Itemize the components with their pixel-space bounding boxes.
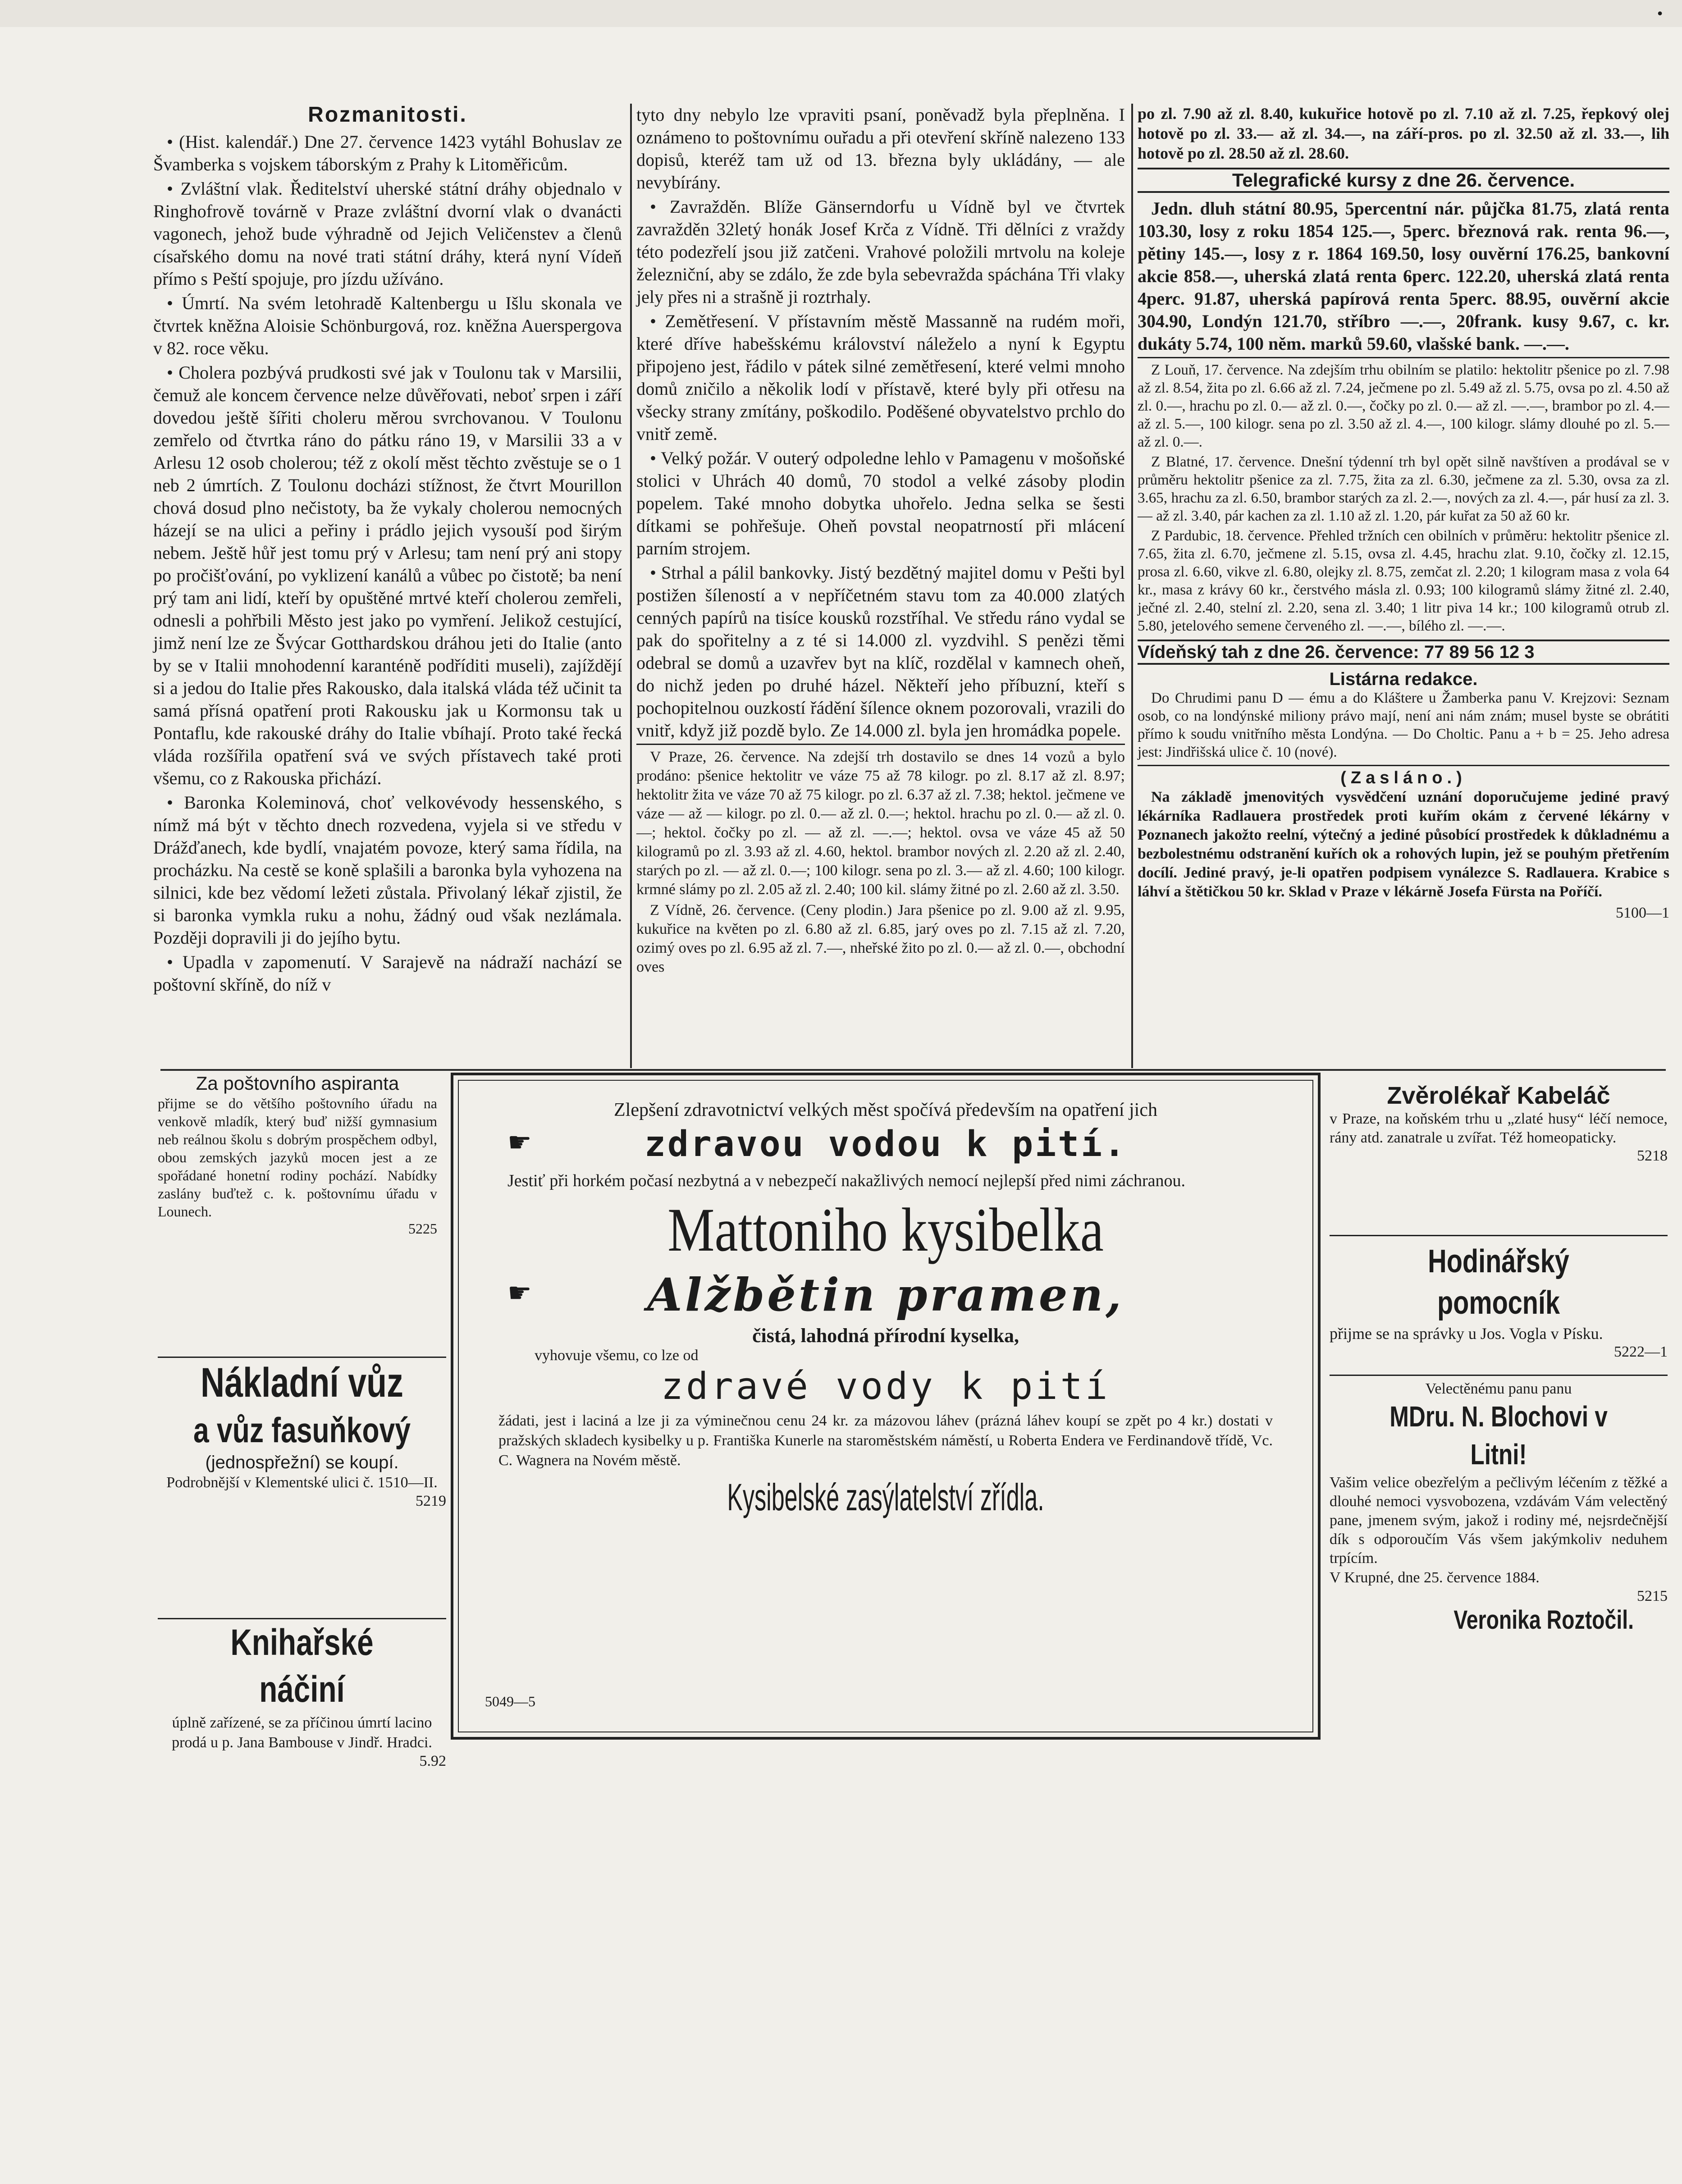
ad-mattoni (451, 1073, 1321, 1740)
page-top-edge (0, 0, 1682, 27)
ad-mattoni-desc2: vyhovuje všemu, co lze od (535, 1347, 699, 1364)
ad-mattoni-brand: Mattoniho kysibelka (667, 1195, 1104, 1264)
ad-hod-body: přijme se na správky u Jos. Vogla v Písku. (1330, 1325, 1603, 1343)
news-item: • Zavražděn. Blíže Gänserndorfu u Vídně byl ve čtvrtek zavražděn 32letý honák Josef Krča z Vídně. Tři dělníci z vraždy této podezřelí jsou již zatčeni. Vrahové položili mrtvolu na koleje železniční, aby se zdálo, že zde byla sebevražda spáchána Tři vlaky jely přes ni a strašně ji roztrhaly. (636, 196, 1125, 307)
telegraph-heading: Telegrafické kursy z dne 26. července. (1138, 168, 1669, 193)
market-report: Z Vídně, 26. července. (Ceny plodin.) Jara pšenice po zl. 9.00 až zl. 9.95, kukuřice na květen po zl. 6.80 až zl. 6.85, jarý oves po zl. 7.15 až zl. 7.20, ozimý oves po zl. 6.95 až zl. 7.—, nheřské žito po zl. 0.— až zl. 0.—, obchodní oves (636, 902, 1125, 975)
zaslano-body: Na základě jmenovitých vysvědčení uznání doporučujeme jediné pravý lékárníka Radlauera prostředek proti kuřím okám z červené lékárny v Poznanech jakožto reelní, výtečný a jediné působící prostředek k důkladnému a bezbolestnému odstranění kuřích ok a rohových lupin, jež se pouhým přetřením docílí. Jediné pravý, je-li opatřen podpisem vynálezce S. Radlauera. Krabice s láhví a štětičkou 50 kr. Sklad v Praze v lékárně Josefa Fürsta na Poříčí. (1138, 789, 1669, 900)
news-item: • Úmrtí. Na svém letohradě Kaltenbergu u Išlu skonala ve čtvrtek kněžna Aloisie Schönburgová, roz. kněžna Auerspergova v 82. roce věku. (153, 293, 622, 358)
ad-mattoni-intro: Zlepšení zdravotnictví velkých měst spočívá především na opatření jich (614, 1100, 1157, 1120)
pointing-hand-icon: ☛ (507, 1128, 532, 1157)
ad-hod-heading: Hodinářský pomocník (1428, 1243, 1569, 1321)
ad-vet-ref: 5218 (1637, 1147, 1668, 1164)
ad-aspirant-ref: 5225 (408, 1220, 437, 1237)
ad-aspirant-body: přijme se do většího poštovního úřadu na venkově mladík, který buď nižší gymnasium neb reálnou školu s dobrým prospěchem odbyl, obou zemských jazyků mocen jest a ze spořádané honetní rodiny pochází. Nabídky zaslány buďtež c. k. poštovnímu úřadu v Lounech. (158, 1095, 437, 1220)
news-item: • (Hist. kalendář.) Dne 27. července 1423 vytáhl Bohuslav ze Švamberka s vojskem táborským z Prahy k Litoměřicům. (153, 132, 622, 174)
page-mark: • (1656, 6, 1664, 22)
ad-aspirant (158, 1073, 437, 1237)
ad-thanks-heading: MDru. N. Blochovi v Litni! (1389, 1400, 1608, 1471)
zaslano-ref: 5100—1 (1616, 905, 1669, 921)
listarna-heading: Listárna redakce. (1329, 669, 1478, 689)
ad-thanks-body: Vašim velice obezřelým a pečlivým léčením z těžké a dlouhé nemoci vysvobozena, vzdávám Vám velectěný pane, jmenem svým, jakož i rodiny mé, nejsrdečnější dík s odporoučím Vás všem jakýmkoliv neduhem trpícím. (1330, 1474, 1668, 1567)
ad-knihar-heading: Knihařské náčiní (230, 1622, 374, 1710)
ad-thanks-place: V Krupné, dne 25. července 1884. (1330, 1569, 1540, 1586)
ad-vuz-line2: a vůz fasuňkový (193, 1410, 411, 1450)
news-item: • Baronka Koleminová, choť velkovévody hessenského, s nímž má být v těchto dnech rozvedena, vyjela si ve středu v Drážďanech, kde bydlí, vnajatém povoze, který sama řídila, na procházku. Na cestě se koně splašili a baronka byla vyhozena na silnici, kde bez vědomí ležeti zůstala. Přivolaný lékař zjistil, že si baronka vymkla ruku a nohu, žádný oud však nezlámala. Později dopravili ji do jejího bytu. (153, 792, 622, 948)
news-item: • Upadla v zapomenutí. V Sarajevě na nádraží nachází se poštovní skříně, do níž v (153, 952, 622, 995)
ad-knihar-body: úplně zařízené, se za příčinou úmrtí lacino prodá u p. Jana Bambouse v Jindř. Hradci. (172, 1714, 432, 1751)
ad-mattoni-desc1: čistá, lahodná přírodní kyselka, (752, 1325, 1019, 1347)
ad-mattoni-water: zdravou vodou k pití. (644, 1124, 1127, 1165)
news-item: • Zvláštní vlak. Ředitelství uherské státní dráhy objednalo v Ringhofrově továrně v Praze zvláštní dvorní vlak o dvanácti vagonech, jehož bude výhradně od Jejich Veličenstev a členů císařského domu na nové trati státní dráhy, která nyní Vídeň přímo s Peští spojuje, pro jízdu užíváno. (153, 178, 622, 289)
ad-knihar (158, 1618, 446, 1770)
column-rule-2 (1131, 104, 1133, 1068)
listarna-body: Do Chrudimi panu D — ému a do Kláštere u Žamberka panu V. Krejzovi: Seznam osob, co na londýnské miliony právo mají, není ani nám znám; musel byste se obrátiti přímo k soudu vnitřního města Londýna. — Do Choltic. Panu a + b = 25. Jeho adresa jest: Jindřišská ulice č. 10 (nové). (1138, 690, 1669, 760)
news-item: • Zemětřesení. V přístavním městě Massanně na rudém moři, které dříve habešskému království náleželo a nyní k Egyptu připojeno jest, řádilo v pátek silné zemětřesení, které velmi mnoho domů zničilo a několik lodí v přístavě, které byly při otřesu na všecky strany zmítány, poškodilo. Poděšené obyvatelstvo prchlo do vnitř země. (636, 311, 1125, 444)
ad-thanks-signature: Veronika Roztočil. (1453, 1605, 1634, 1635)
ad-mattoni-sub: Jestiť při horkém počasí nezbytná a v nebezpečí nakažlivých nemocí nejlepší před nimi záchranou. (507, 1171, 1186, 1190)
ad-hodinar (1330, 1235, 1668, 1361)
ad-nakladni-vuz (158, 1357, 446, 1510)
market-report: Z Louň, 17. července. Na zdejším trhu obilním se platilo: hektolitr pšenice po zl. 7.98 až zl. 8.54, žita po zl. 6.66 až zl. 7.24, ječmene po zl. 5.49 až zl. 5.75, ovsa po zl. 4.50 až zl. 0.—, hrachu po zl. 0.— až zl. 0.—, čočky po zl. 0.— až zl. —.—, brambor po zl. 4.— až zl. 5.—, 100 kilogr. sena po zl. 3.50 až zl. 4.—, 100 kilogr. slámy dlouhé po zl. 5.— až zl. 0.—. (1138, 357, 1669, 451)
ad-mattoni-spring-row (480, 1268, 1291, 1321)
column-rule-1 (630, 104, 632, 1068)
ad-mattoni-spring: Alžbětin pramen, (647, 1268, 1124, 1321)
ad-vuz-body: Podrobnější v Klementské ulici č. 1510—II. (166, 1474, 438, 1491)
ad-vuz-ref: 5219 (416, 1493, 446, 1509)
news-item: • Cholera pozbývá prudkosti své jak v Toulonu tak v Marsilii, čemuž ale koncem července nelze důvěřovati, neboť srpen i září dovedou ještě šířiti choleru měrou svrchovanou. V Toulonu zemřelo od čtvrtka ráno do pátku ráno 19, v Marsilii 33 a v Arlesu 12 osob cholerou; též z okolí měst těchto zvěstuje se o 1 neb 2 úmrtích. Z Toulonu docházi stížnost, že čtvrt Mourillon chová dosud plno nečistoty, ba že vykaly cholerou nemocných házejí se na ulici a peřiny i prádlo jejich vysouší pod širým nebem. Ještě hůř jest tomu prý v Arlesu; tam není prý ani stopy po pročišťování, po vyklizení kanálů a vůbec po čistotě; ba není prý tam ani lidí, kteří by opuštěné mrtvé kteří cholerou zemřeli, odnesli a pohřbili Město jest jako po vymření. Jelikož cestující, jimž není lze ze Švýcar Gotthardskou dráhou jeti do Italie (anto by se v Italii mnohodenní karanténě podříditi museli), zajíždějí si a jedou do Italie přes Rakousko, dala italská vláda též učinit ta samá přísná opatření proti Rakousku jak u Kormonsu tak u Pontaflu, kde rakouské dráhy do Italie vbíhají. Proto také řecká vláda rozšířila opatření svá ve svých přístavech také proti všemu, co z Rakouska přichází. (153, 362, 622, 788)
ad-mattoni-drink: zdravé vody k pití (661, 1365, 1111, 1408)
market-report: Z Pardubic, 18. července. Přehled tržních cen obilních v průměru: hektolitr pšenice zl. 7.65, žita zl. 6.70, ječmene zl. 5.15, ovsa zl. 4.45, hrachu zlat. 9.10, čočky zl. 12.15, prosa zl. 6.60, vikve zl. 6.80, olejky zl. 8.75, zemčat zl. 2.20; 1 kilogram masa z vola 64 kr., masa z krávy 60 kr., čerstvého másla zl. 0.93; 100 kilogramů slámy žitné zl. 2.40, ječné zl. 2.40, stelní zl. 2.20, sena zl. 3.40; 1 litr piva 14 kr.; 100 kilogramů otrub zl. 5.80, jetelového semene červeného zl. —.—, bílého zl. —.—. (1138, 528, 1669, 634)
lottery-results: Vídeňský tah z dne 26. července: 77 89 56 12 3 (1138, 640, 1669, 665)
ad-vet-body: v Praze, na koňském trhu u „zlaté husy“ léčí nemoce, rány atd. zanatrale u zvířat. Též homeopaticky. (1330, 1110, 1668, 1146)
market-report: V Praze, 26. července. Na zdejší trh dostavilo se dnes 14 vozů a bylo prodáno: pšenice hektolitr ve váze 75 až 78 kilogr. po zl. 8.17 až zl. 8.97; hektolitr žita ve váze 70 až 75 kilogr. po zl. 6.37 až zl. 7.38; hektol. ječmene ve váze — až — kilogr. po zl. 0.— až zl. 0.—; hektol. hrachu po zl. 0.— až zl. 0.—; hektol. čočky po zl. — až zl. —.—; hektol. ovsa ve váze 45 až 50 kilogramů po zl. 3.93 až zl. 4.60, hektol. brambor nových zl. 2.20 až zl. 2.40, starých po zl. — až zl. 0.—; 100 kilogr. sena po zl. 3.— až zl. 4.60; 100 kilogr. krmné slámy po zl. 2.05 až zl. 2.40; 100 kil. slámy žitné po zl. 2.60 až zl. 3.50. (636, 744, 1125, 899)
column-rozmanitosti (153, 104, 622, 998)
ad-aspirant-heading: Za poštovního aspiranta (196, 1073, 399, 1094)
ad-vet-heading: Zvěrolékař Kabeláč (1387, 1082, 1610, 1109)
section-title: Rozmanitosti. (308, 103, 467, 127)
column-markets (1138, 104, 1669, 923)
news-item: tyto dny nebylo lze vpraviti psaní, poněvadž byla přeplněna. I oznámeno to poštovnímu ouřadu a při otevření skříně nalezeno 133 dopisů, kteréž tam už od 13. března byly ukládány, — ale nevybírány. (636, 105, 1125, 192)
ad-mattoni-body: žádati, jest i laciná a lze ji za výminečnou cenu 24 kr. za mázovou láhev (prázná láhev koupí se zpět po 4 kr.) dostati v pražských skladech kysibelky u p. Františka Kunerle na staroměstském náměstí, u Roberta Endera ve Ferdinandově třídě, Vc. C. Wagnera na Novém městě. (498, 1412, 1273, 1469)
ad-zverolekar (1330, 1082, 1668, 1165)
ad-knihar-ref: 5.92 (419, 1753, 446, 1769)
ad-mattoni-footer: Kysibelské zasýlatelství zřídla. (727, 1476, 1044, 1518)
column-news-2 (636, 104, 1125, 978)
news-item: • Velký požár. V outerý odpoledne lehlo v Pamagenu v mošoňské stolici v Uhrách 40 domů, 70 stodol a velké zásoby plodin popelem. Také mnoho dobytka uhořelo. Jedna selka se šesti dítkami se pohřešuje. Oheň povstal neopatrností při mlácení parním strojem. (636, 448, 1125, 558)
section-rule (160, 1069, 1666, 1071)
ad-podekovani (1330, 1375, 1668, 1635)
market-report: Z Blatné, 17. července. Dnešní týdenní trh byl opět silně navštíven a prodával se v průměru hektolitr pšenice za zl. 7.75, žita za zl. 6.30, ječmene za zl. 5.30, ovsa za zl. 3.65, hrachu za zl. 6.50, brambor starých za zl. 2.—, nových za zl. 4.—, pár husí za zl. 3.— až zl. 3.40, pár kachen za zl. 1.10 až zl. 1.20, pár kuřat za 50 až 60 kr. (1138, 454, 1669, 524)
ad-hod-ref: 5222—1 (1614, 1343, 1668, 1360)
market-intro: po zl. 7.90 až zl. 8.40, kukuřice hotově po zl. 7.10 až zl. 7.25, řepkový olej hotově po zl. 33.— až zl. 34.—, na září-pros. po zl. 32.50 až zl. 33.—, lih hotově po zl. 28.50 až zl. 28.60. (1138, 105, 1669, 162)
ad-thanks-ref: 5215 (1637, 1588, 1668, 1604)
zaslano-heading: (Zasláno.) (1138, 765, 1669, 788)
telegraph-rates: Jedn. dluh státní 80.95, 5percentní nár. půjčka 81.75, zlatá renta 103.30, losy z roku 1854 125.—, 5perc. březnová rak. renta 96.—, pětiny 145.—, losy z r. 1864 169.50, losy ouvěrní 176.25, bankovní akcie 858.—, uherská zlatá renta 6perc. 122.20, uherská zlatá renta 4perc. 91.87, uherská papírová renta 5perc. 88.95, ouvěrní akcie 304.90, Londýn 121.70, stříbro —.—, 20frank. kusy 9.67, c. kr. dukáty 5.74, 100 něm. marků 59.60, vlašské bank. —.—. (1138, 198, 1669, 354)
ad-vuz-line3: (jednospřežní) se koupí. (205, 1453, 399, 1472)
ad-vuz-line1: Nákladní vůz (201, 1360, 403, 1406)
ad-thanks-intro: Velectěnému panu panu (1425, 1380, 1572, 1397)
ad-mattoni-ref: 5049—5 (485, 1693, 535, 1709)
ad-mattoni-water-row (480, 1124, 1291, 1165)
news-item: • Strhal a pálil bankovky. Jistý bezdětný majitel domu v Pešti byl postižen šíleností a v nepříčetném stavu tom za 40.000 zlatých cenných papírů na tisíce kousků rozstříhal. Ve středu ráno vydal se pak do spořitelny a z té si 14.000 zl. vyzdvihl. S penězi těmi odebral se domů a uzavřev byt na klíč, rozdělal v kamnech oheň, do nichž jeden po druhé házel. Někteří jeho příbuzní, kteří s pochopitelnou ouzkostí řádění šílence oknem pozorovali, vrazili do vnitř, když již pozdě bylo. Ze 14.000 zl. byla jen hromádka popele. (636, 562, 1125, 740)
pointing-hand-icon: ☛ (507, 1278, 532, 1308)
